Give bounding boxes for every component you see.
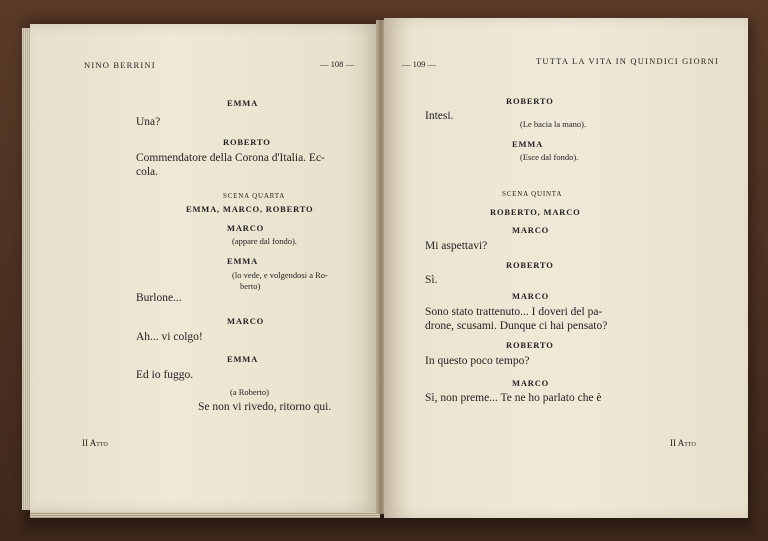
right-page-number: — 109 — — [402, 59, 436, 69]
dialogue-line: Mi aspettavi? — [425, 240, 488, 252]
stage-direction: (lo vede, e volgendosi a Ro- — [232, 270, 328, 280]
stage-direction: berto) — [240, 281, 261, 291]
speaker-marco: MARCO — [227, 316, 265, 326]
left-page-number: — 108 — — [320, 59, 354, 69]
dialogue-line: drone, scusami. Dunque ci hai pensato? — [425, 320, 608, 332]
dialogue-line: Una? — [136, 116, 161, 128]
right-page — [384, 18, 748, 518]
speaker-roberto: ROBERTO — [223, 137, 271, 147]
speaker-roberto: ROBERTO — [506, 96, 554, 106]
speaker-roberto: ROBERTO — [506, 260, 554, 270]
left-page — [30, 24, 380, 512]
left-footer: II Atto — [82, 438, 108, 448]
right-running-head: TUTTA LA VITA IN QUINDICI GIORNI — [536, 56, 720, 66]
dialogue-line: Sì. — [425, 274, 438, 286]
speaker-emma: EMMA — [227, 354, 259, 364]
dialogue-line: Ah... vi colgo! — [136, 331, 203, 343]
dialogue-line: Se non vi rivedo, ritorno qui. — [198, 401, 332, 413]
dialogue-line: cola. — [136, 166, 159, 178]
scene-heading: SCENA QUARTA — [223, 192, 286, 200]
scene-characters: ROBERTO, MARCO — [490, 207, 581, 217]
speaker-marco: MARCO — [512, 291, 550, 301]
stage-direction: (Esce dal fondo). — [520, 152, 579, 162]
dialogue-line: Sì, non preme... Te ne ho parlato che è — [425, 392, 602, 404]
right-footer: II Atto — [670, 438, 696, 448]
dialogue-line: Sono stato trattenuto... I doveri del pa- — [425, 306, 603, 318]
scene-heading: SCENA QUINTA — [502, 190, 563, 198]
speaker-marco: MARCO — [512, 225, 550, 235]
speaker-emma: EMMA — [227, 256, 259, 266]
dialogue-line: Intesi. — [425, 110, 454, 122]
speaker-emma: EMMA — [227, 98, 259, 108]
stage-direction: (appare dal fondo). — [232, 236, 297, 246]
speaker-marco: MARCO — [512, 378, 550, 388]
speaker-marco: MARCO — [227, 223, 265, 233]
dialogue-line: Ed io fuggo. — [136, 369, 194, 381]
stage-direction: (Le bacia la mano). — [520, 119, 587, 129]
left-running-head: NINO BERRINI — [84, 60, 156, 70]
dialogue-line: In questo poco tempo? — [425, 355, 530, 367]
speaker-roberto: ROBERTO — [506, 340, 554, 350]
stage-direction: (a Roberto) — [230, 387, 269, 397]
speaker-emma: EMMA — [512, 139, 544, 149]
scene-characters: EMMA, MARCO, ROBERTO — [186, 204, 314, 214]
dialogue-line: Burlone... — [136, 292, 182, 304]
dialogue-line: Commendatore della Corona d'Italia. Ec- — [136, 152, 325, 164]
